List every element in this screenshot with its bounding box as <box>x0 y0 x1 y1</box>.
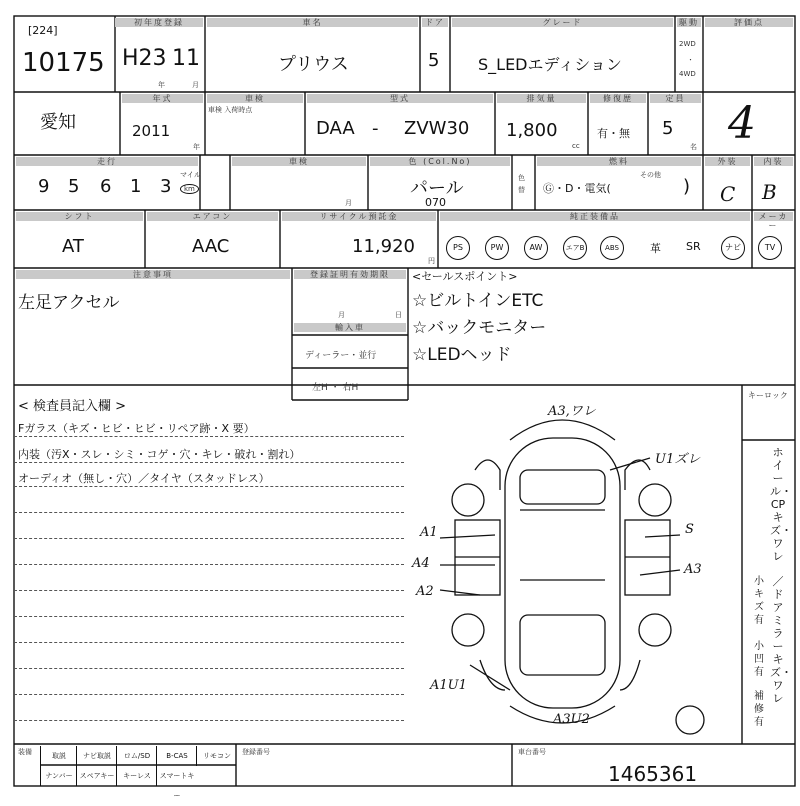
expiry-day: 日 <box>395 311 402 319</box>
first-reg-year: H23 <box>122 46 167 71</box>
header-repair: 修復歴 <box>590 94 646 103</box>
header-grade: グレード <box>452 18 673 27</box>
ruled-line <box>14 720 404 721</box>
ruled-line <box>14 462 404 463</box>
expiry-month: 月 <box>338 311 345 319</box>
footer-cell-bcas: B-CAS <box>156 746 197 766</box>
region: 愛知 <box>40 112 76 133</box>
damage-label-left-3: A2 <box>416 584 434 599</box>
sales-points-label: <セールスポイント> <box>412 270 518 283</box>
side-note-dent: 小凹有 <box>754 641 764 678</box>
inspector-line-2: 内装（汚X・スレ・シミ・コゲ・穴・キレ・破れ・割れ） <box>18 448 301 461</box>
header-type: 型式 <box>307 94 493 103</box>
equip-abs: ABS <box>600 236 624 260</box>
header-first-reg: 初年度登録 <box>115 18 203 27</box>
exterior-score: C <box>720 182 736 206</box>
damage-label-left-2: A4 <box>412 556 430 571</box>
header-caution: 注意事項 <box>16 270 290 279</box>
caution-note: 左足アクセル <box>18 293 120 313</box>
header-maker: メーカー <box>754 212 793 221</box>
equip-leather: 革 <box>650 242 661 255</box>
equip-ps: PS <box>446 236 470 260</box>
car-name: プリウス <box>278 54 349 75</box>
side-note-mirror: ／ドアミラーキズ・ワレ <box>770 575 792 705</box>
side-note-scratch: 小キズ有 <box>754 576 764 626</box>
car-diagram <box>440 420 704 734</box>
model-year: 2011 <box>132 122 171 140</box>
footer-cell-keyless: キーレス <box>116 766 157 786</box>
sales-point-2: ☆バックモニター <box>412 318 547 338</box>
footer-tag: 装備 <box>18 748 32 756</box>
mileage-digit-1: 9 <box>38 176 50 197</box>
ruled-line <box>14 486 404 487</box>
header-doors: ドア <box>422 18 448 27</box>
mileage-digit-2: 5 <box>68 176 80 197</box>
damage-label-right-1: S <box>685 522 694 537</box>
mileage-unit-km: km <box>180 184 199 194</box>
ruled-line <box>14 564 404 565</box>
fuel: Ⓖ・D・電気( <box>543 182 611 195</box>
header-color: 色 (Col.No) <box>370 157 510 166</box>
header-equipment: 純正装備品 <box>440 212 750 221</box>
type-dash: - <box>372 118 379 139</box>
header-recycle: リサイクル預託金 <box>282 212 436 221</box>
aircon: AAC <box>192 236 230 257</box>
header-aircon: エアコン <box>147 212 278 221</box>
header-mileage: 走行 <box>16 157 198 166</box>
score-value: 4 <box>728 98 756 149</box>
inspector-line-3: オーディオ（無し・穴）／タイヤ（スタッドレス） <box>18 472 270 485</box>
import-value: ディーラー・並行 <box>305 351 377 361</box>
header-displacement: 排気量 <box>497 94 586 103</box>
displacement-unit: cc <box>572 142 580 150</box>
type-code: ZVW30 <box>404 118 470 139</box>
sales-point-1: ☆ビルトインETC <box>412 291 544 311</box>
header-expiry: 登録証明有効期限 <box>294 270 406 279</box>
key-lock-label: キーロック <box>748 391 788 400</box>
footer-cell-spare-key: スペアキー <box>76 766 117 786</box>
footer-cell-remote: リモコン <box>196 746 237 766</box>
header-exterior: 外装 <box>705 157 750 166</box>
doors: 5 <box>428 50 440 71</box>
equip-navi: ナビ <box>721 236 745 260</box>
header-drive: 駆動 <box>679 18 699 27</box>
footer-cell-navi-manual: ナビ取説 <box>76 746 117 766</box>
reg-number-label: 登録番号 <box>242 748 270 756</box>
ruled-line <box>14 436 404 437</box>
color-no: 070 <box>425 196 446 209</box>
sales-point-3: ☆LEDヘッド <box>412 345 512 365</box>
year-unit: 年 <box>158 81 165 89</box>
mileage-digit-4: 1 <box>130 176 142 197</box>
header-score: 評価点 <box>705 18 793 27</box>
interior-score: B <box>762 180 777 204</box>
ruled-line <box>14 642 404 643</box>
side-note-repair: 補修有 <box>754 691 764 728</box>
first-reg-month: 11 <box>172 46 200 71</box>
header-car-name: 車名 <box>207 18 418 27</box>
chassis-number: 1465361 <box>608 762 698 786</box>
seats-unit: 名 <box>690 143 697 151</box>
lot-number: 10175 <box>22 48 105 78</box>
chassis-number-label: 車台番号 <box>518 748 546 756</box>
header-seats: 定員 <box>650 94 701 103</box>
inspector-line-1: Fガラス（キズ・ヒビ・ヒビ・リペア跡・X 要） <box>18 422 255 435</box>
ruled-line <box>14 694 404 695</box>
color: パール <box>410 178 464 199</box>
equip-sr: SR <box>686 240 701 253</box>
model-year-unit: 年 <box>193 143 200 151</box>
grade: S_LEDエディション <box>478 55 622 74</box>
mileage-digit-3: 6 <box>100 176 112 197</box>
equip-aw: AW <box>524 236 548 260</box>
footer-cell-plate: ナンバー <box>40 766 77 786</box>
handle-side: 左H ・ 右H <box>312 383 359 393</box>
import-label: 輸入車 <box>294 323 406 332</box>
drive-dot: ・ <box>687 56 694 64</box>
mileage-digit-5: 3 <box>160 176 172 197</box>
ruled-line <box>14 616 404 617</box>
ruled-line <box>14 538 404 539</box>
repair-history: 有・無 <box>597 127 630 140</box>
recycle-unit: 円 <box>428 257 435 265</box>
seats: 5 <box>662 118 674 139</box>
damage-label-right-2: A3 <box>684 562 702 577</box>
footer-cell-manual: 取説 <box>40 746 77 766</box>
equip-tv: TV <box>758 236 782 260</box>
header-interior: 内装 <box>754 157 793 166</box>
type-prefix: DAA <box>316 118 355 139</box>
fuel-other: その他 <box>640 171 661 179</box>
inspection-month-unit: 月 <box>345 199 352 207</box>
displacement: 1,800 <box>506 120 558 141</box>
drive-4wd: 4WD <box>679 70 696 78</box>
side-note-wheel: ホイール・CPキズ・ワレ <box>770 446 792 563</box>
lot-prefix: [224] <box>28 24 58 37</box>
damage-label-front: A3,ワレ <box>548 404 596 419</box>
inspection-note: 車検 入荷時点 <box>208 106 253 114</box>
month-unit: 月 <box>192 81 199 89</box>
header-fuel: 燃料 <box>537 157 701 166</box>
damage-label-right-front: U1ズレ <box>655 452 701 467</box>
recycle-fee: 11,920 <box>352 236 415 257</box>
header-model-year: 年式 <box>122 94 203 103</box>
fuel-close: ) <box>683 176 691 197</box>
footer-cell-rom: ロム/SD <box>116 746 157 766</box>
damage-label-rear-left: A1U1 <box>430 678 467 693</box>
equip-airbag: エアB <box>563 236 587 260</box>
ruled-line <box>14 668 404 669</box>
header-shift: シフト <box>16 212 143 221</box>
ruled-line <box>14 512 404 513</box>
header-inspection: 車検 <box>207 94 303 103</box>
footer-cell-smart-key: スマートキー <box>156 766 197 786</box>
equip-pw: PW <box>485 236 509 260</box>
header-color-insp: 車検 <box>232 157 366 166</box>
mileage-unit-mile: マイル <box>180 171 201 179</box>
damage-label-left-1: A1 <box>420 525 438 540</box>
drive-2wd: 2WD <box>679 40 696 48</box>
color-change: 色替 <box>518 174 525 194</box>
ruled-line <box>14 590 404 591</box>
damage-label-rear: A3U2 <box>553 712 590 727</box>
shift: AT <box>62 236 84 257</box>
inspector-header: < 検査員記入欄 > <box>18 399 127 414</box>
